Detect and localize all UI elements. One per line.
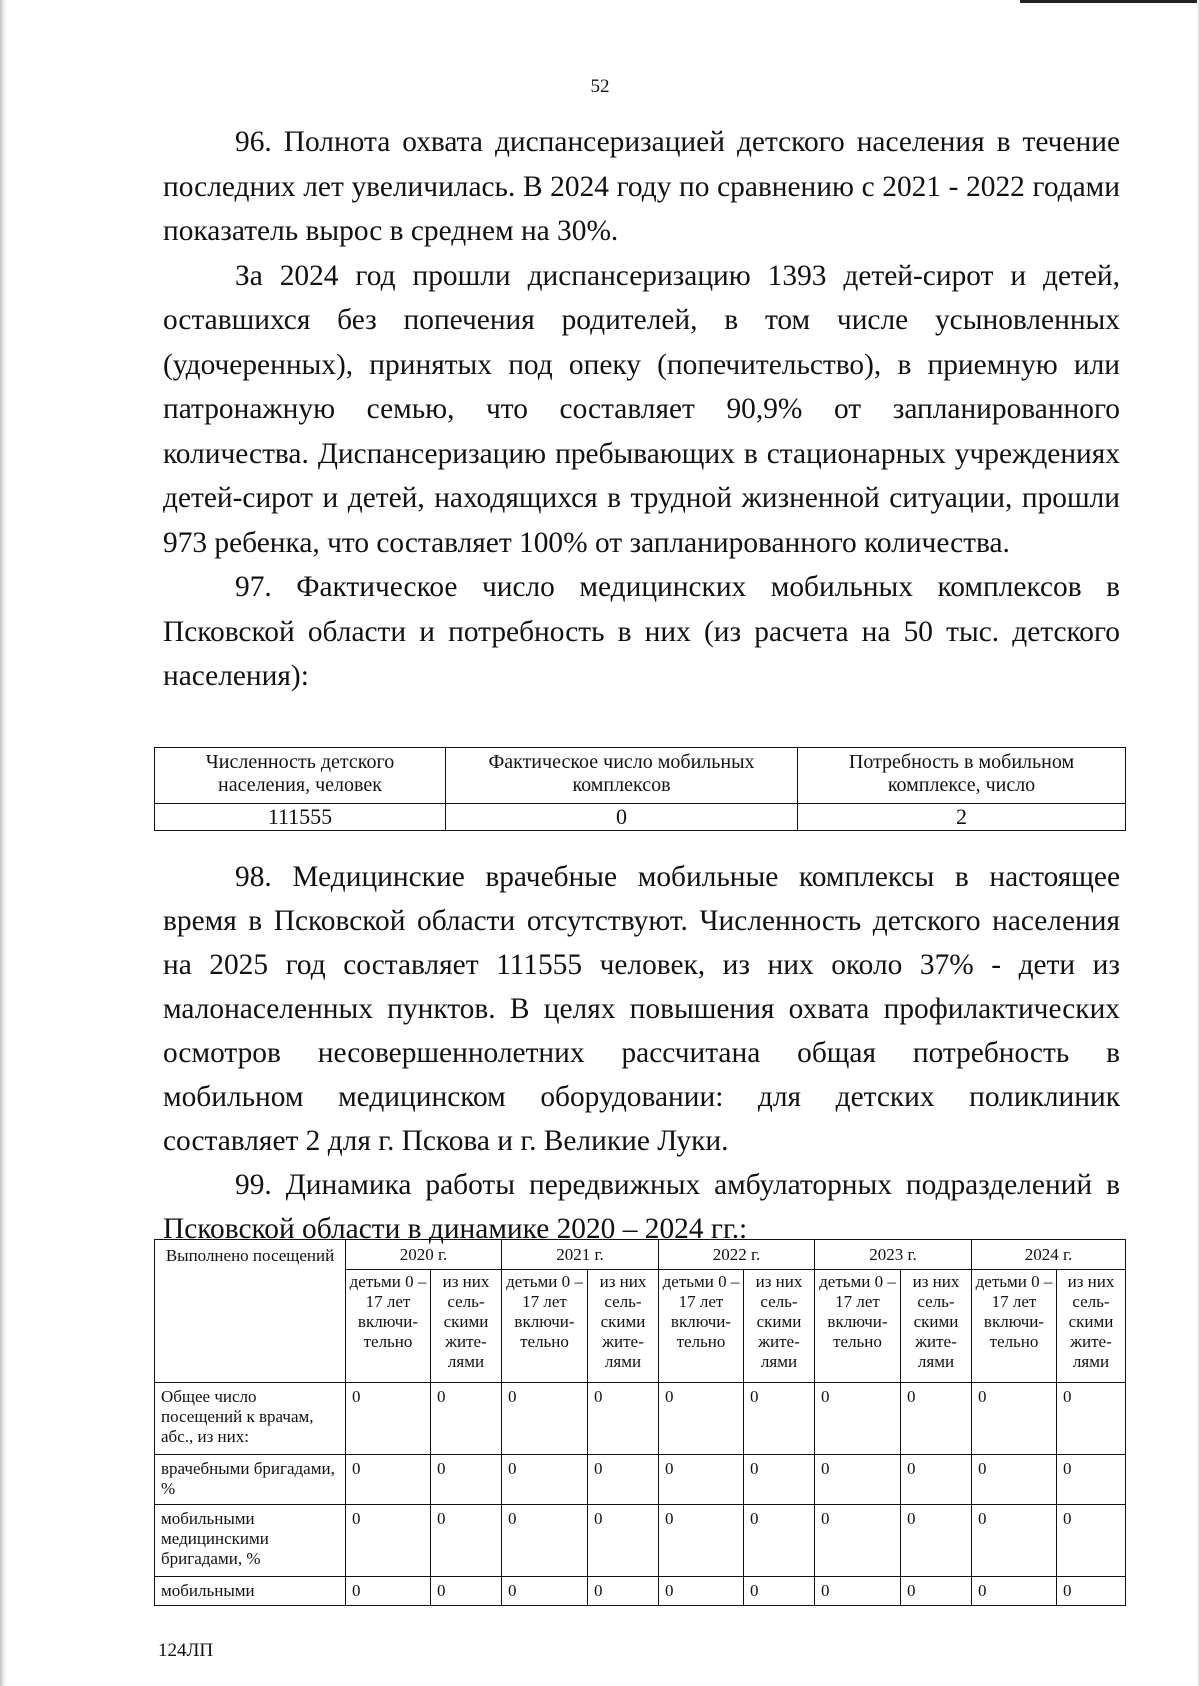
table-cell: 0: [1057, 1505, 1126, 1577]
table-cell: 0: [815, 1577, 901, 1606]
paragraph-96: 96. Полнота охвата диспансеризацией детского населения в течение последних лет увеличилась. В 2024 году по сравнению с 2021 - 2022 годами показатель вырос в среднем на 30%.: [163, 126, 1120, 247]
table-cell: 0: [744, 1455, 815, 1505]
header-rural-2022: из них сель-скими жите-лями: [744, 1270, 815, 1383]
table-cell: 0: [815, 1383, 901, 1455]
table-cell: 0: [431, 1505, 502, 1577]
table-cell: 0: [588, 1455, 659, 1505]
table-cell: 0: [901, 1455, 972, 1505]
header-year-2020: 2020 г.: [346, 1240, 502, 1270]
header-actual-complexes: Фактическое число мобильных комплексов: [446, 748, 798, 804]
table-cell: 0: [346, 1455, 431, 1505]
table-cell: 0: [346, 1383, 431, 1455]
cell-actual-complexes: 0: [446, 804, 798, 831]
table-cell: 0: [346, 1505, 431, 1577]
table-cell: 0: [1057, 1577, 1126, 1606]
header-children-2024: детьми 0 – 17 лет включи-тельно: [972, 1270, 1057, 1383]
table-row: [155, 1455, 1126, 1505]
table-cell: 0: [659, 1505, 744, 1577]
table-cell: 0: [659, 1577, 744, 1606]
table-cell: 0: [502, 1505, 588, 1577]
header-child-population: Численность детского населения, человек: [155, 748, 446, 804]
header-complexes-needed: Потребность в мобильном комплексе, число: [798, 748, 1126, 804]
table-cell: 0: [972, 1455, 1057, 1505]
table-cell: 0: [659, 1455, 744, 1505]
table-cell: 0: [901, 1505, 972, 1577]
table-row: [155, 1577, 1126, 1606]
header-rural-2020: из них сель-скими жите-лями: [431, 1270, 502, 1383]
table-cell: 0: [972, 1577, 1057, 1606]
mobile-units-dynamics-table: [154, 1239, 1126, 1606]
header-children-2020: детьми 0 – 17 лет включи-тельно: [346, 1270, 431, 1383]
page-number: 52: [590, 76, 610, 97]
row-label-total-visits: Общее число посещений к врачам, абс., из них:: [155, 1383, 346, 1455]
table-cell: 0: [502, 1455, 588, 1505]
document-code: 124ЛП: [158, 1640, 214, 1661]
paragraph-97: 97. Фактическое число медицинских мобильных комплексов в Псковской области и потребность в них (из расчета на 50 тыс. детского населения):: [163, 571, 1120, 692]
table-cell: 0: [346, 1577, 431, 1606]
table-cell: 0: [588, 1577, 659, 1606]
table-cell: 0: [901, 1577, 972, 1606]
mobile-complexes-table: [154, 747, 1126, 831]
header-children-2023: детьми 0 – 17 лет включи-тельно: [815, 1270, 901, 1383]
table-header-row: [155, 748, 1126, 804]
table-cell: 0: [659, 1383, 744, 1455]
table-row: [155, 1505, 1126, 1577]
body-text-middle: [163, 855, 1120, 1251]
table-cell: 0: [815, 1455, 901, 1505]
year-header-row: [155, 1240, 1126, 1270]
table-cell: 0: [502, 1383, 588, 1455]
table-cell: 0: [744, 1383, 815, 1455]
header-year-2022: 2022 г.: [659, 1240, 815, 1270]
table-row: [155, 1383, 1126, 1455]
header-visits-done: Выполнено посещений: [155, 1240, 346, 1383]
paragraph-98: 98. Медицинские врачебные мобильные комплексы в настоящее время в Псковской области отсутствуют. Численность детского населения на 2025 год составляет 111555 человек, из них около 37% - дети из малонаселенных пунктов. В целях повышения охвата профилактических осмотров несовершеннолетних рассчитана общая потребность в мобильном медицинском оборудовании: для детских поликлиник составляет 2 для г. Пскова и г. Великие Луки.: [163, 861, 1120, 1157]
paragraph-96-continued: За 2024 год прошли диспансеризацию 1393 детей-сирот и детей, оставшихся без попечения родителей, в том числе усыновленных (удочеренных), принятых под опеку (попечительство), в приемную или патронажную семью, что составляет 90,9% от запланированного количества. Диспансеризацию пребывающих в стационарных учреждениях детей-сирот и детей, находящихся в трудной жизненной ситуации, прошли 973 ребенка, что составляет 100% от запланированного количества.: [163, 259, 1120, 559]
table-cell: 0: [588, 1383, 659, 1455]
header-rural-2021: из них сель-скими жите-лями: [588, 1270, 659, 1383]
cell-complexes-needed: 2: [798, 804, 1126, 831]
table-cell: 0: [588, 1505, 659, 1577]
body-text-top: [163, 120, 1120, 699]
header-year-2021: 2021 г.: [502, 1240, 659, 1270]
paragraph-99: 99. Динамика работы передвижных амбулаторных подразделений в Псковской области в динамике 2020 – 2024 гг.:: [163, 1169, 1120, 1245]
header-rural-2023: из них сель-скими жите-лями: [901, 1270, 972, 1383]
table-cell: 0: [1057, 1455, 1126, 1505]
row-label-mobile: мобильными: [155, 1577, 346, 1606]
row-label-mobile-medical-teams: мобильными медицинскими бригадами, %: [155, 1505, 346, 1577]
header-year-2023: 2023 г.: [815, 1240, 972, 1270]
table-cell: 0: [1057, 1383, 1126, 1455]
table-cell: 0: [431, 1383, 502, 1455]
table-cell: 0: [744, 1577, 815, 1606]
table-row: [155, 804, 1126, 831]
table-cell: 0: [744, 1505, 815, 1577]
scan-edge-left: [0, 0, 7, 1686]
table-cell: 0: [431, 1455, 502, 1505]
scan-edge-top: [1020, 0, 1200, 3]
header-children-2021: детьми 0 – 17 лет включи-тельно: [502, 1270, 588, 1383]
table-cell: 0: [972, 1383, 1057, 1455]
header-rural-2024: из них сель-скими жите-лями: [1057, 1270, 1126, 1383]
table-cell: 0: [502, 1577, 588, 1606]
table-cell: 0: [815, 1505, 901, 1577]
table-cell: 0: [431, 1577, 502, 1606]
header-year-2024: 2024 г.: [972, 1240, 1126, 1270]
row-label-doctor-teams: врачебными бригадами, %: [155, 1455, 346, 1505]
header-children-2022: детьми 0 – 17 лет включи-тельно: [659, 1270, 744, 1383]
cell-child-population: 111555: [155, 804, 446, 831]
table-cell: 0: [972, 1505, 1057, 1577]
table-cell: 0: [901, 1383, 972, 1455]
